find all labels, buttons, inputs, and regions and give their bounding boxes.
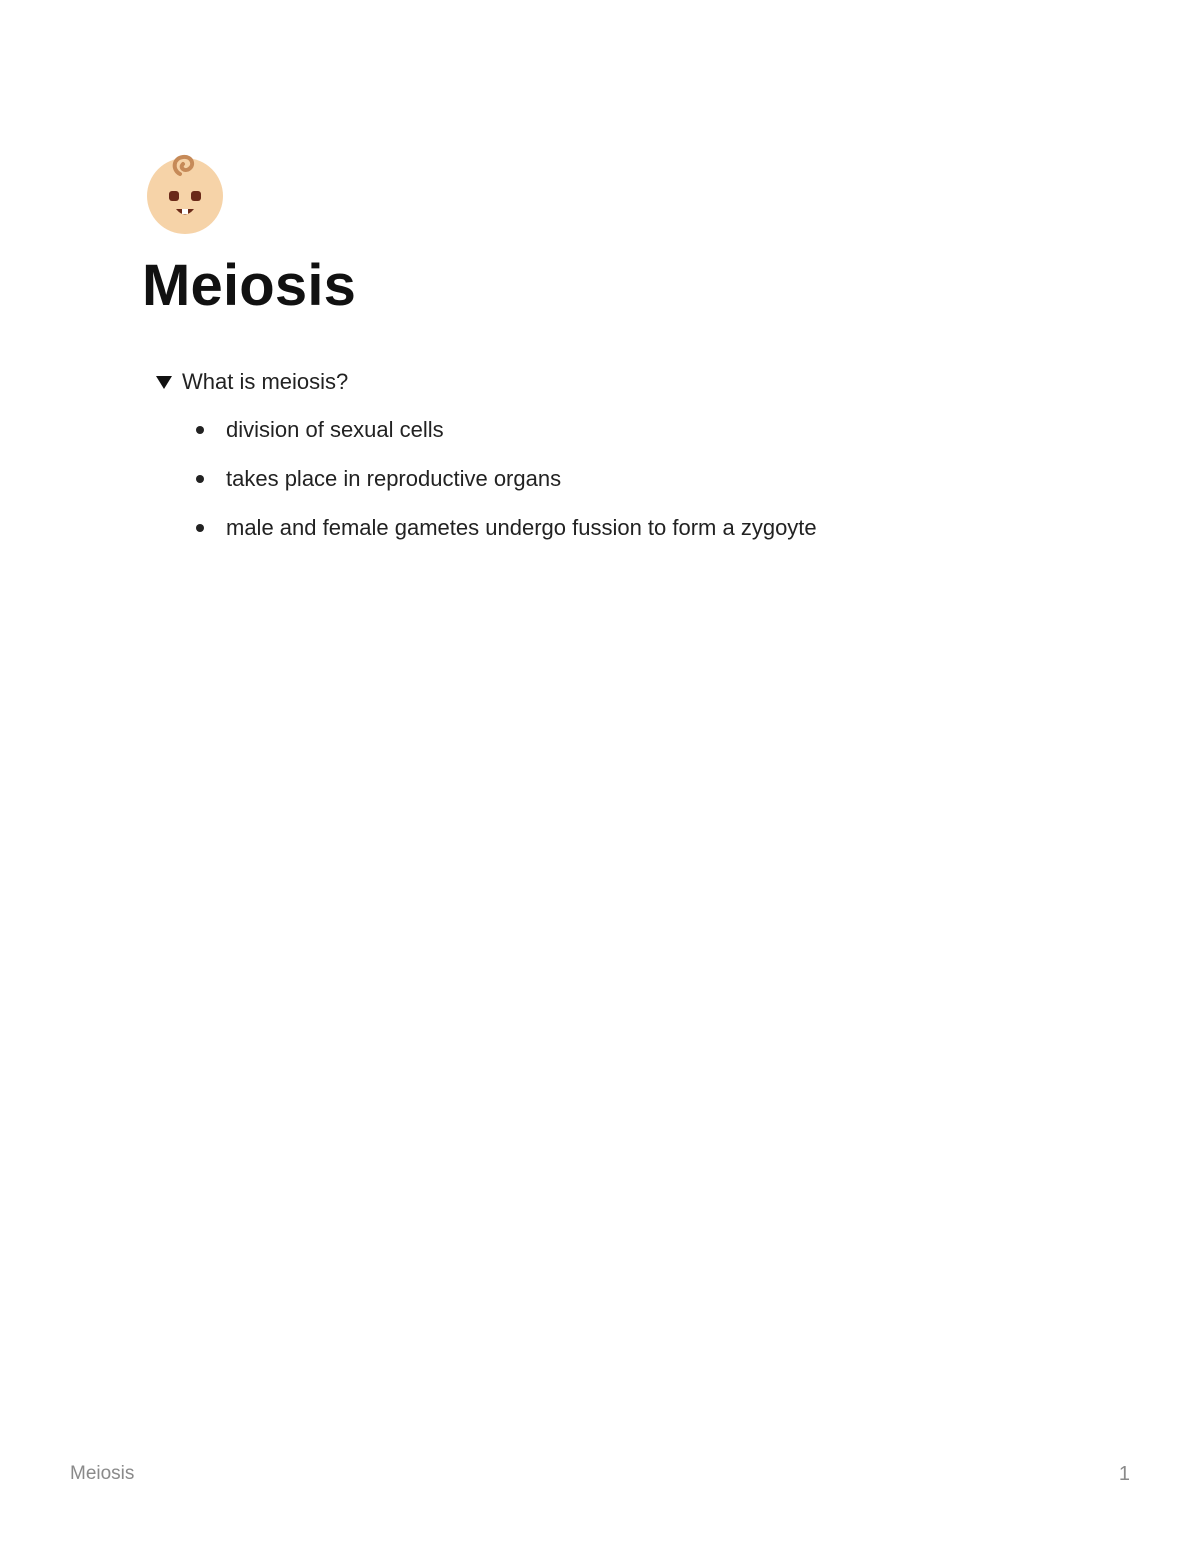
- list-item-text: male and female gametes undergo fussion to form a zygoyte: [226, 515, 817, 540]
- toggle-header[interactable]: [154, 366, 348, 398]
- baby-face-icon: [142, 152, 228, 238]
- bullet-dot: [196, 426, 204, 434]
- list-item: [196, 510, 817, 546]
- toggle-label: What is meiosis?: [182, 369, 349, 394]
- page-title: Meiosis: [142, 253, 357, 318]
- bullet-list: [196, 412, 817, 559]
- footer-title: Meiosis: [70, 1463, 135, 1484]
- toggle-block[interactable]: [154, 366, 348, 398]
- list-item-text: takes place in reproductive organs: [226, 466, 562, 491]
- bullet-dot: [196, 475, 204, 483]
- list-item: [196, 461, 817, 497]
- list-item: [196, 412, 817, 448]
- bullet-dot: [196, 524, 204, 532]
- footer-page-number: 1: [1118, 1463, 1130, 1485]
- triangle-down-icon[interactable]: [154, 372, 174, 392]
- list-item-text: division of sexual cells: [226, 417, 444, 442]
